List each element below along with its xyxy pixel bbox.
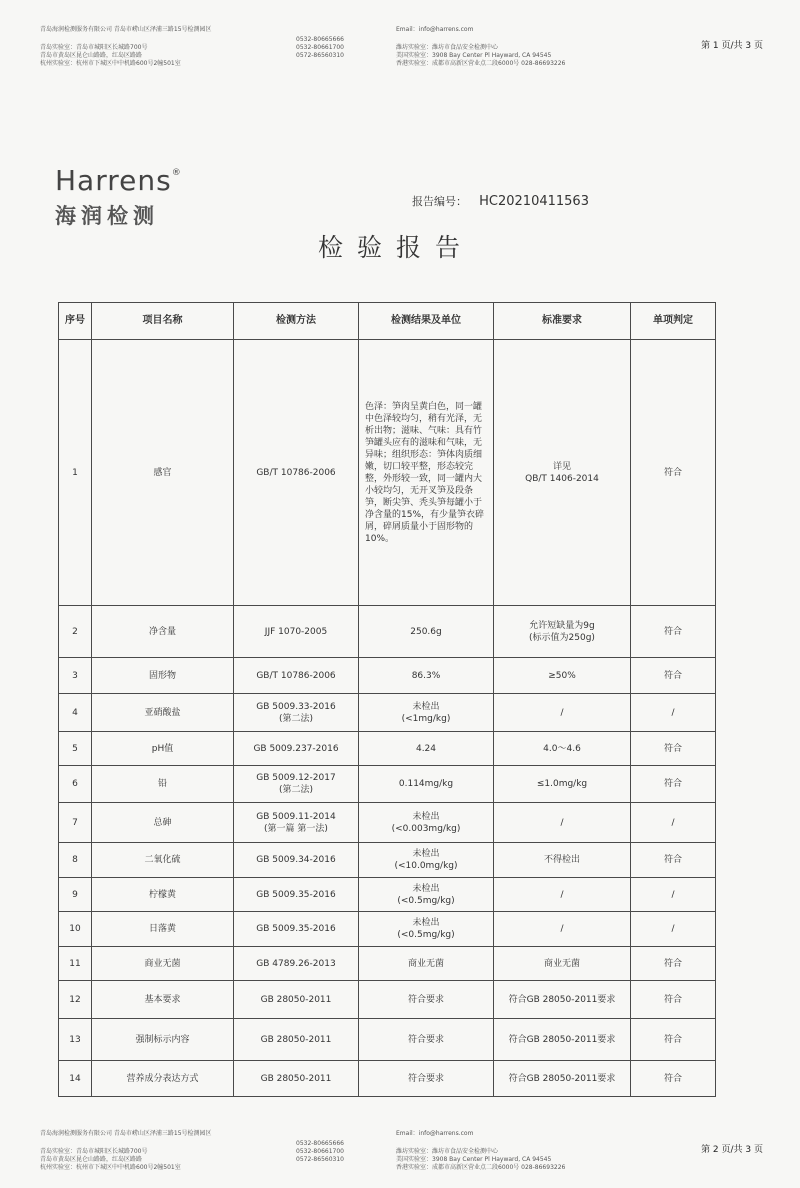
- header-phone-block: [296, 26, 344, 60]
- cell-result: 未检出 (<0.5mg/kg): [359, 878, 494, 912]
- table-header-row: [59, 303, 716, 340]
- header-line: 杭州实验室：杭州市下城区中中机路600号2幢501室: [40, 60, 181, 67]
- table-row: [59, 981, 716, 1019]
- col-header: 项目名称: [92, 303, 234, 340]
- cell-no: 9: [59, 878, 92, 912]
- report-number-label: 报告编号：: [412, 195, 467, 208]
- cell-standard: 允许短缺量为9g (标示值为250g): [494, 606, 631, 658]
- cell-no: 10: [59, 912, 92, 947]
- cell-no: 14: [59, 1061, 92, 1097]
- header-line: 青岛实验室：青岛市城阳区长城路700号: [40, 44, 148, 51]
- cell-verdict: /: [631, 803, 716, 843]
- cell-no: 7: [59, 803, 92, 843]
- cell-standard: 不得检出: [494, 843, 631, 878]
- cell-verdict: 符合: [631, 658, 716, 694]
- cell-result: 86.3%: [359, 658, 494, 694]
- cell-verdict: 符合: [631, 947, 716, 981]
- table-row: [59, 803, 716, 843]
- footer-right-block: [396, 1130, 565, 1172]
- table-row: [59, 766, 716, 803]
- footer-phone: 0532-80661700: [296, 1148, 344, 1155]
- cell-item: 柠檬黄: [92, 878, 234, 912]
- cell-standard: 4.0～4.6: [494, 732, 631, 766]
- cell-method: GB 5009.12-2017 (第二法): [234, 766, 359, 803]
- cell-no: 13: [59, 1019, 92, 1061]
- footer-phone: 0532-80665666: [296, 1140, 344, 1147]
- cell-method: GB 5009.237-2016: [234, 732, 359, 766]
- cell-item: 总砷: [92, 803, 234, 843]
- cell-verdict: 符合: [631, 1061, 716, 1097]
- cell-result: 未检出 (<10.0mg/kg): [359, 843, 494, 878]
- cell-method: GB/T 10786-2006: [234, 340, 359, 606]
- cell-standard: 商业无菌: [494, 947, 631, 981]
- report-title: 检验报告: [318, 233, 475, 262]
- header-email: Email：info@harrens.com: [396, 26, 474, 33]
- cell-standard: 详见 QB/T 1406-2014: [494, 340, 631, 606]
- footer-email: Email：info@harrens.com: [396, 1130, 474, 1137]
- cell-method: GB 5009.35-2016: [234, 912, 359, 947]
- header-phone: 0572-86560310: [296, 52, 344, 59]
- footer-line: 青岛市黄岛区昆仑山路路，红岛区路路: [40, 1156, 143, 1163]
- header-left-block: [40, 26, 212, 68]
- table-row: [59, 1019, 716, 1061]
- cell-item: 铅: [92, 766, 234, 803]
- cell-method: GB/T 10786-2006: [234, 658, 359, 694]
- footer-line: 青岛实验室：青岛市城阳区长城路700号: [40, 1148, 148, 1155]
- footer-line: 青岛海润检测服务有限公司 青岛市崂山区泽浦三路15号检测园区: [40, 1130, 212, 1137]
- cell-item: 营养成分表达方式: [92, 1061, 234, 1097]
- inspection-table: [58, 302, 716, 1097]
- footer-line: 潍坊实验室：潍坊市食品安全检测中心: [396, 1148, 499, 1155]
- company-logo-cn: 海润检测: [55, 204, 159, 228]
- col-header: 单项判定: [631, 303, 716, 340]
- table-row: [59, 606, 716, 658]
- footer-line: 杭州实验室：杭州市下城区中中机路600号2幢501室: [40, 1164, 181, 1171]
- header-line: 美国实验室：3908 Bay Center Pl Hayward, CA 94545: [396, 52, 552, 59]
- cell-method: JJF 1070-2005: [234, 606, 359, 658]
- cell-result: 符合要求: [359, 1061, 494, 1097]
- header-line: 香港实验室：成都市高新区营业点二段6000号 028-86693226: [396, 60, 566, 67]
- cell-verdict: 符合: [631, 732, 716, 766]
- cell-item: 净含量: [92, 606, 234, 658]
- page-number: 第 1 页/共 3 页: [701, 41, 763, 51]
- header-phone: 0532-80661700: [296, 44, 344, 51]
- cell-item: 日落黄: [92, 912, 234, 947]
- cell-item: pH值: [92, 732, 234, 766]
- cell-no: 2: [59, 606, 92, 658]
- cell-verdict: 符合: [631, 340, 716, 606]
- cell-verdict: 符合: [631, 981, 716, 1019]
- footer-phone: 0572-86560310: [296, 1156, 344, 1163]
- footer-line: 香港实验室：成都市高新区营业点二段6000号 028-86693226: [396, 1164, 566, 1171]
- table-row: [59, 340, 716, 606]
- table-row: [59, 694, 716, 732]
- cell-item: 感官: [92, 340, 234, 606]
- table-row: [59, 843, 716, 878]
- cell-item: 强制标示内容: [92, 1019, 234, 1061]
- footer-line: 美国实验室：3908 Bay Center Pl Hayward, CA 94545: [396, 1156, 552, 1163]
- cell-result: 0.114mg/kg: [359, 766, 494, 803]
- cell-no: 1: [59, 340, 92, 606]
- cell-method: GB 28050-2011: [234, 1019, 359, 1061]
- cell-method: GB 4789.26-2013: [234, 947, 359, 981]
- company-logo-en: Harrens®: [55, 164, 182, 197]
- cell-verdict: 符合: [631, 606, 716, 658]
- cell-standard: 符合GB 28050-2011要求: [494, 1019, 631, 1061]
- col-header: 标准要求: [494, 303, 631, 340]
- cell-method: GB 28050-2011: [234, 1061, 359, 1097]
- cell-no: 11: [59, 947, 92, 981]
- cell-standard: ≥50%: [494, 658, 631, 694]
- cell-item: 亚硝酸盐: [92, 694, 234, 732]
- cell-result: 符合要求: [359, 981, 494, 1019]
- footer-page-number: 第 2 页/共 3 页: [701, 1145, 763, 1155]
- cell-verdict: /: [631, 912, 716, 947]
- cell-verdict: 符合: [631, 766, 716, 803]
- header-right-block: [396, 26, 565, 68]
- cell-no: 8: [59, 843, 92, 878]
- footer-phone-block: [296, 1130, 344, 1164]
- cell-result: 未检出 (<0.003mg/kg): [359, 803, 494, 843]
- table-row: [59, 658, 716, 694]
- cell-item: 商业无菌: [92, 947, 234, 981]
- cell-standard: ≤1.0mg/kg: [494, 766, 631, 803]
- cell-verdict: 符合: [631, 843, 716, 878]
- col-header: 检测结果及单位: [359, 303, 494, 340]
- cell-method: GB 5009.35-2016: [234, 878, 359, 912]
- header-phone: 0532-80665666: [296, 36, 344, 43]
- cell-no: 12: [59, 981, 92, 1019]
- cell-standard: /: [494, 878, 631, 912]
- cell-standard: /: [494, 912, 631, 947]
- cell-result: 符合要求: [359, 1019, 494, 1061]
- cell-method: GB 5009.11-2014 (第一篇 第一法): [234, 803, 359, 843]
- header-line: 青岛海润检测服务有限公司 青岛市崂山区泽浦三路15号检测园区: [40, 26, 212, 33]
- cell-result: 色泽：笋肉呈黄白色，同一罐中色泽较均匀，稍有光泽，无析出物；滋味、气味：具有竹笋罐头应有的滋味和气味，无异味；组织形态：笋体肉质细嫩，切口较平整，形态较完整，外形较一致，同一罐内大小较均匀，无开叉笋及段条笋，断尖笋、秃头笋每罐小于净含量的15%，有少量笋衣碎屑，碎屑质量小于固形物的10%。: [359, 340, 494, 606]
- cell-no: 6: [59, 766, 92, 803]
- cell-item: 固形物: [92, 658, 234, 694]
- cell-standard: 符合GB 28050-2011要求: [494, 1061, 631, 1097]
- header-line: 青岛市黄岛区昆仑山路路，红岛区路路: [40, 52, 143, 59]
- cell-item: 二氧化硫: [92, 843, 234, 878]
- cell-verdict: /: [631, 694, 716, 732]
- cell-no: 3: [59, 658, 92, 694]
- cell-result: 4.24: [359, 732, 494, 766]
- col-header: 检测方法: [234, 303, 359, 340]
- cell-no: 4: [59, 694, 92, 732]
- cell-verdict: 符合: [631, 1019, 716, 1061]
- cell-result: 250.6g: [359, 606, 494, 658]
- table-row: [59, 1061, 716, 1097]
- header-line: 潍坊实验室：潍坊市食品安全检测中心: [396, 44, 499, 51]
- cell-standard: /: [494, 694, 631, 732]
- cell-method: GB 28050-2011: [234, 981, 359, 1019]
- cell-no: 5: [59, 732, 92, 766]
- cell-result: 未检出 (<1mg/kg): [359, 694, 494, 732]
- cell-standard: 符合GB 28050-2011要求: [494, 981, 631, 1019]
- cell-result: 未检出 (<0.5mg/kg): [359, 912, 494, 947]
- cell-standard: /: [494, 803, 631, 843]
- table-row: [59, 878, 716, 912]
- cell-result: 商业无菌: [359, 947, 494, 981]
- cell-verdict: /: [631, 878, 716, 912]
- cell-method: GB 5009.33-2016 (第二法): [234, 694, 359, 732]
- table-row: [59, 912, 716, 947]
- table-row: [59, 947, 716, 981]
- report-number-value: HC20210411563: [479, 194, 589, 209]
- col-header: 序号: [59, 303, 92, 340]
- cell-method: GB 5009.34-2016: [234, 843, 359, 878]
- table-row: [59, 732, 716, 766]
- footer-left-block: [40, 1130, 212, 1172]
- cell-item: 基本要求: [92, 981, 234, 1019]
- report-number: [412, 193, 589, 209]
